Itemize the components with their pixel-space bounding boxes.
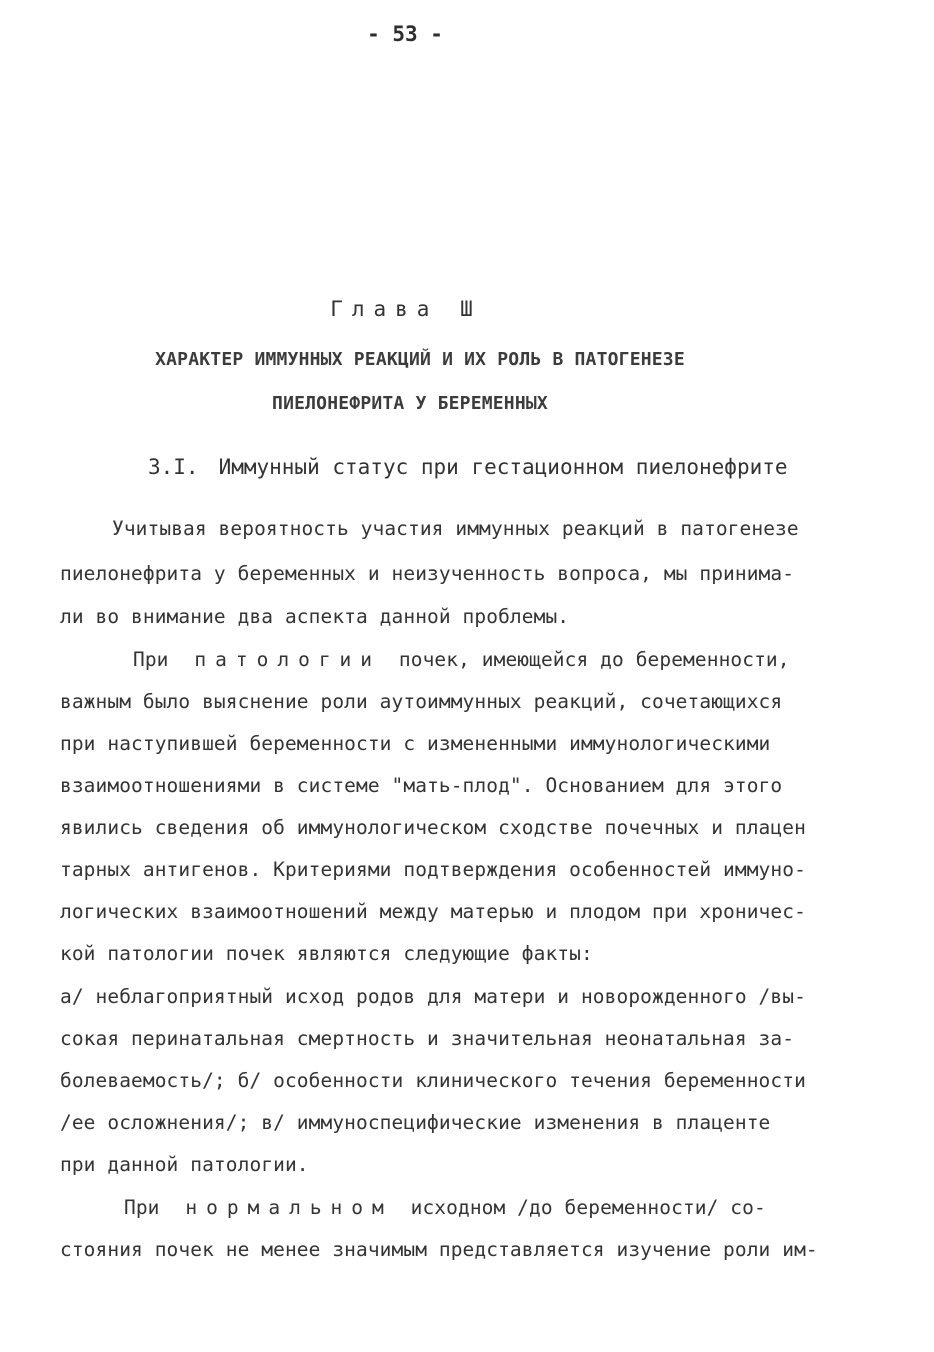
body-line [124, 1196, 934, 1219]
section-number: 3.I. [148, 455, 199, 479]
body-line: стояния почек не менее значимым представляется изучение роли им- [60, 1238, 818, 1261]
emphasized-word: патологии [194, 648, 382, 671]
body-line: кой патологии почек являются следующие факты: [60, 942, 593, 965]
chapter-label: Глава Ш [330, 297, 482, 321]
body-line: тарных антигенов. Критериями подтверждения особенностей иммуно- [60, 858, 806, 881]
emphasized-word: нормальном [185, 1196, 393, 1219]
body-line: важным было выяснение роли аутоиммунных реакций, сочетающихся [60, 690, 783, 713]
body-line: а/ неблагоприятный исход родов для матери и новорожденного /вы- [60, 985, 806, 1008]
body-line: /ее осложнения/; в/ иммуноспецифические изменения в плаценте [60, 1111, 771, 1134]
body-text: При [124, 1196, 160, 1219]
body-line: болеваемость/; б/ особенности клинического течения беременности [60, 1069, 806, 1092]
body-line: Учитывая вероятность участия иммунных реакций в патогенезе [112, 517, 799, 540]
body-line: логических взаимоотношений между матерью и плодом при хроничес- [60, 900, 806, 923]
body-line: сокая перинатальная смертность и значительная неонатальная за- [60, 1027, 795, 1050]
body-line [133, 648, 934, 671]
body-line: взаимоотношениями в системе "мать-плод". Основанием для этого [60, 774, 783, 797]
body-line: явились сведения об иммунологическом сходстве почечных и плацен [60, 816, 806, 839]
body-line: пиелонефрита у беременных и неизученность вопроса, мы принима- [60, 562, 795, 585]
body-text: При [133, 648, 169, 671]
body-line: при данной патологии. [60, 1153, 309, 1176]
body-line: ли во внимание два аспекта данной проблемы. [60, 605, 570, 628]
section-title: Иммунный статус при гестационном пиелонефрите [218, 455, 788, 479]
body-text: почек, имеющейся до беременности, [398, 648, 790, 671]
section-heading [148, 455, 828, 479]
chapter-title-line-2: ПИЕЛОНЕФРИТА У БЕРЕМЕННЫХ [272, 393, 548, 414]
chapter-title-line-1: ХАРАКТЕР ИММУННЫХ РЕАКЦИЙ И ИХ РОЛЬ В ПАТОГЕНЕЗЕ [155, 349, 685, 370]
body-text: исходном /до беременности/ со- [410, 1196, 766, 1219]
body-line: при наступившей беременности с измененными иммунологическими [60, 732, 771, 755]
page-number: - 53 - [367, 22, 443, 46]
